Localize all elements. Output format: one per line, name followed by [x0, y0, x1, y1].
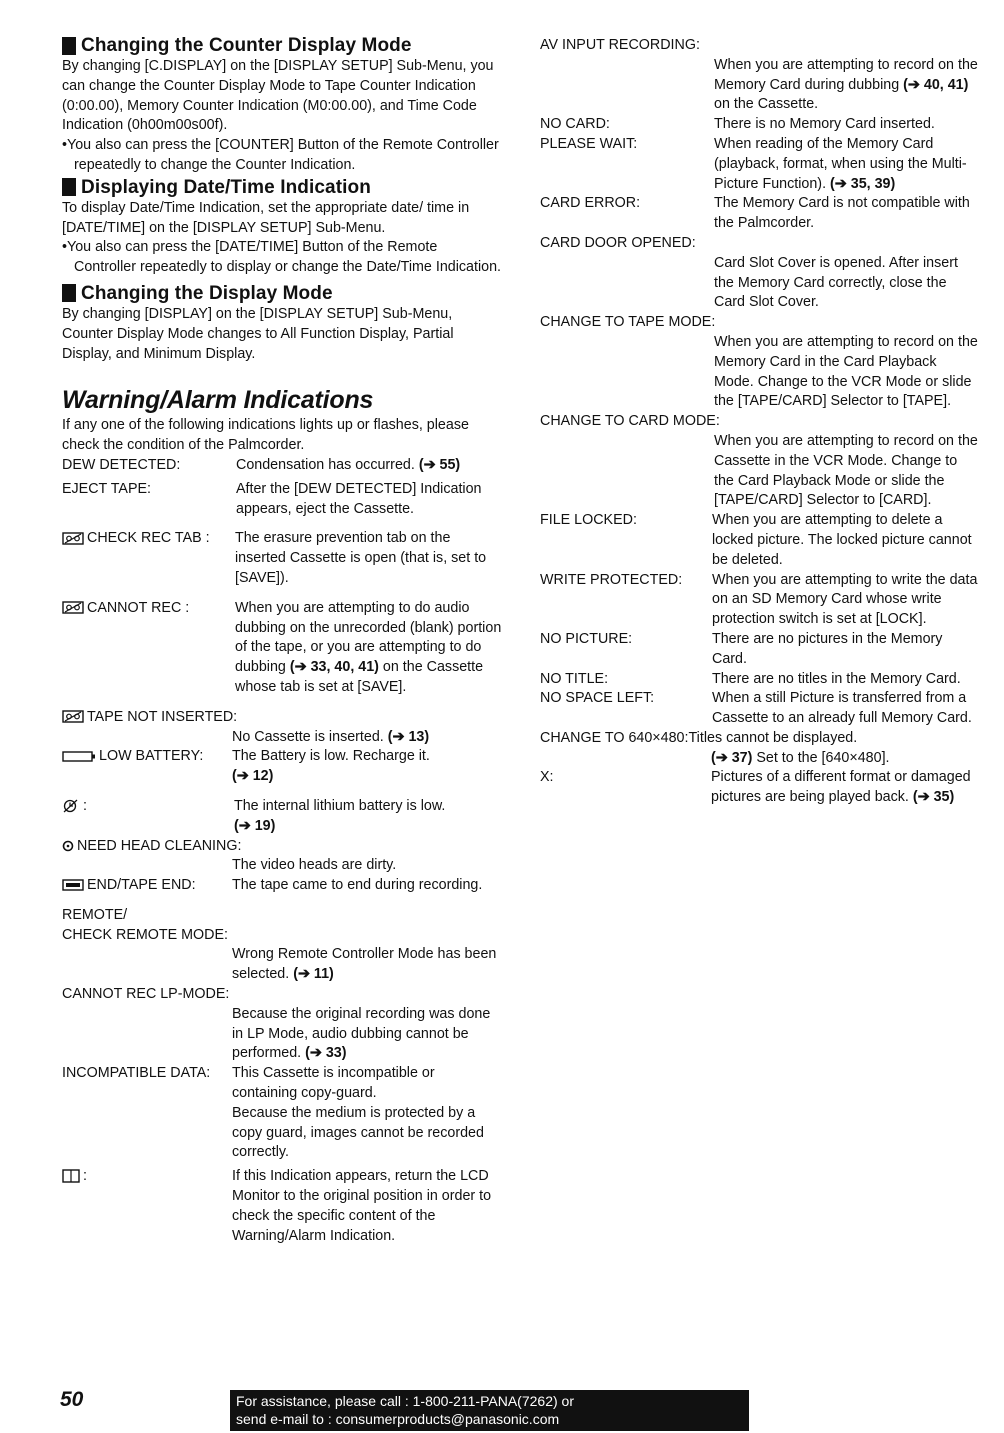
- section-datetime-body: To display Date/Time Indication, set the appropriate date/ time in [DATE/TIME] on the [DISPLAY SETUP] Sub-Menu.: [62, 199, 470, 236]
- entry-to-card-label: CHANGE TO CARD MODE:: [540, 413, 720, 430]
- entry-no-space-left: [540, 689, 980, 729]
- entry-end-tape: [62, 876, 502, 896]
- entry-desc: Pictures of a different format or damaged pictures are being played back. (➔ 35): [711, 769, 971, 806]
- cassette-warning-icon: [62, 532, 84, 545]
- entry-remote-desc: Wrong Remote Controller Mode has been selected. (➔ 11): [232, 946, 497, 983]
- entry-no-card: [540, 115, 980, 135]
- entry-desc: If this Indication appears, return the LCD Monitor to the original position in order to check the specific content of the Warning/Alarm Indication.: [232, 1168, 492, 1244]
- entry-desc: Titles cannot be displayed.: [688, 729, 858, 746]
- entry-tape-not-inserted-label: TAPE NOT INSERTED:: [62, 708, 502, 728]
- entry-label: WRITE PROTECTED:: [540, 571, 683, 588]
- entry-no-title: [540, 670, 980, 690]
- entry-change-to-640: [540, 729, 980, 749]
- section-display-heading: [62, 282, 502, 305]
- entry-label: CANNOT REC :: [62, 599, 235, 698]
- entry-lithium-battery: [62, 797, 502, 837]
- entry-x: [540, 768, 980, 808]
- entry-label: X:: [540, 769, 554, 786]
- entry-label: PLEASE WAIT:: [540, 135, 638, 152]
- section-title: Displaying Date/Time Indication: [81, 176, 371, 198]
- entry-tape-not-inserted-desc: No Cassette is inserted. (➔ 13): [232, 728, 430, 745]
- entry-desc: The Battery is low. Recharge it. (➔ 12): [232, 748, 430, 785]
- entry-desc: When you are attempting to delete a locked picture. The locked picture cannot be deleted.: [712, 512, 972, 568]
- entry-label: DEW DETECTED:: [62, 456, 181, 473]
- entry-card-door-label: CARD DOOR OPENED:: [540, 234, 696, 251]
- entry-desc: There are no titles in the Memory Card.: [712, 670, 961, 687]
- entry-card-door-desc: Card Slot Cover is opened. After insert the Memory Card correctly, close the Card Slot Cover.: [714, 254, 958, 311]
- entry-incompatible-data: [62, 1064, 502, 1163]
- entry-change-to-640-desc2: (➔ 37) Set to the [640×480].: [711, 749, 890, 766]
- entry-av-input-desc: When you are attempting to record on the Memory Card during dubbing (➔ 40, 41) on the Cassette.: [714, 56, 978, 113]
- footer-line-email: send e-mail to : consumerproducts@panasonic.com: [236, 1411, 560, 1427]
- right-column: [540, 36, 980, 808]
- entry-desc: After the [DEW DETECTED] Indication appears, eject the Cassette.: [236, 480, 482, 517]
- entry-eject-tape: [62, 480, 502, 520]
- entry-desc: When a still Picture is transferred from a Cassette to an already full Memory Card.: [712, 690, 972, 727]
- entry-label: NO SPACE LEFT:: [540, 690, 655, 707]
- entry-label: LOW BATTERY:: [62, 747, 232, 787]
- entry-desc: When you are attempting to write the data on an SD Memory Card whose write protection switch is set at [LOCK].: [712, 571, 978, 628]
- entry-cannot-rec: [62, 599, 502, 698]
- entry-desc: The internal lithium battery is low. (➔ 19): [234, 797, 446, 834]
- entry-lcd-indication: [62, 1167, 502, 1246]
- cassette-warning-icon: [62, 601, 84, 614]
- section-display-body: By changing [DISPLAY] on the [DISPLAY SETUP] Sub-Menu, Counter Display Mode changes to All Function Display, Partial Display, and Minimum Display.: [62, 305, 454, 362]
- entry-label: NO PICTURE:: [540, 630, 633, 647]
- entry-to-tape-desc: When you are attempting to record on the Memory Card in the Card Playback Mode. Change to the VCR Mode or slide the [TAPE/CARD] Selector to [TAPE].: [714, 333, 978, 410]
- battery-icon: [62, 750, 96, 763]
- lcd-monitor-icon: [62, 1169, 80, 1183]
- entry-card-error: [540, 194, 980, 234]
- section-counter-heading: [62, 34, 502, 57]
- warning-intro: If any one of the following indications lights up or flashes, please check the condition of the Palmcorder.: [62, 417, 469, 454]
- heading-square-icon: [62, 178, 76, 196]
- entry-to-tape-label: CHANGE TO TAPE MODE:: [540, 314, 716, 331]
- entry-label: :: [62, 797, 234, 837]
- entry-low-battery: [62, 747, 502, 787]
- entry-lp-mode-label: CANNOT REC LP-MODE:: [62, 986, 230, 1003]
- section-counter-bullet: •You also can press the [COUNTER] Button of the Remote Controller repeatedly to change the Counter Indication.: [62, 137, 499, 173]
- entry-to-card-desc: When you are attempting to record on the Cassette in the VCR Mode. Change to the Card Playback Mode or slide the [TAPE/CARD] Selector to [CARD].: [714, 432, 978, 509]
- clock-battery-icon: [62, 799, 80, 813]
- entry-label: CHANGE TO 640×480:: [540, 729, 689, 746]
- heading-square-icon: [62, 284, 76, 302]
- entry-please-wait: [540, 135, 980, 194]
- left-column: [62, 34, 502, 1246]
- entry-label: END/TAPE END:: [62, 876, 232, 896]
- entry-label: :: [62, 1167, 232, 1246]
- entry-dew-detected: [62, 456, 502, 476]
- warning-title: Warning/Alarm Indications: [62, 386, 374, 415]
- entry-desc: Condensation has occurred. (➔ 55): [236, 456, 461, 473]
- entry-lp-mode-desc: Because the original recording was done in LP Mode, audio dubbing cannot be performed. (➔ 33): [232, 1005, 491, 1062]
- section-datetime-bullet: •You also can press the [DATE/TIME] Button of the Remote Controller repeatedly to display or change the Date/Time Indication.: [62, 239, 502, 276]
- entry-desc: The erasure prevention tab on the inserted Cassette is open (that is, set to [SAVE]).: [235, 530, 487, 586]
- head-cleaning-icon: [62, 840, 74, 852]
- entry-label: EJECT TAPE:: [62, 480, 151, 497]
- entry-desc: There is no Memory Card inserted.: [714, 116, 935, 133]
- page-number: 50: [60, 1388, 84, 1411]
- entry-file-locked: [540, 511, 980, 570]
- entry-remote-label-2: CHECK REMOTE MODE:: [62, 926, 229, 943]
- entry-label: FILE LOCKED:: [540, 512, 637, 529]
- entry-label: NO CARD:: [540, 116, 610, 133]
- section-datetime-heading: [62, 176, 502, 199]
- entry-label: INCOMPATIBLE DATA:: [62, 1065, 211, 1082]
- entry-av-input-label: AV INPUT RECORDING:: [540, 37, 700, 53]
- entry-head-cleaning-label: NEED HEAD CLEANING:: [62, 837, 502, 857]
- section-title: Changing the Display Mode: [81, 282, 333, 304]
- entry-write-protected: [540, 571, 980, 630]
- cassette-warning-icon: [62, 710, 84, 723]
- footer-line-phone: For assistance, please call : 1-800-211-PANA(7262) or: [236, 1393, 574, 1409]
- entry-label: CHECK REC TAB :: [62, 529, 235, 588]
- entry-check-rec-tab: [62, 529, 502, 588]
- section-title: Changing the Counter Display Mode: [81, 35, 412, 56]
- assistance-footer: [230, 1390, 749, 1431]
- entry-label: NO TITLE:: [540, 670, 609, 687]
- tape-end-icon: [62, 879, 84, 891]
- entry-desc: When you are attempting to do audio dubbing on the unrecorded (blank) portion of the tape, or you are attempting to do dubbing (➔ 33, 40, 41) on the Cassette whose tab is set at [SAVE].: [235, 599, 502, 695]
- entry-remote-label-1: REMOTE/: [62, 906, 128, 923]
- entry-desc: When reading of the Memory Card (playback, format, when using the Multi-Picture Function). (➔ 35, 39): [714, 135, 967, 192]
- entry-desc: The Memory Card is not compatible with the Palmcorder.: [714, 195, 970, 232]
- entry-no-picture: [540, 630, 980, 670]
- entry-desc: The tape came to end during recording.: [232, 877, 483, 894]
- heading-square-icon: [62, 37, 76, 55]
- entry-desc: This Cassette is incompatible or containing copy-guard. Because the medium is protected by a copy guard, images cannot be recorded correctly.: [232, 1065, 484, 1161]
- section-counter-body: By changing [C.DISPLAY] on the [DISPLAY SETUP] Sub-Menu, you can change the Counter Display Mode to Tape Counter Indication (0:00.00), Memory Counter Indication (M0:00.00), and Time Code Indication (0h00m00s00f).: [62, 58, 494, 134]
- entry-desc: There are no pictures in the Memory Card.: [712, 630, 943, 667]
- entry-label: CARD ERROR:: [540, 195, 641, 212]
- entry-head-cleaning-desc: The video heads are dirty.: [232, 857, 397, 874]
